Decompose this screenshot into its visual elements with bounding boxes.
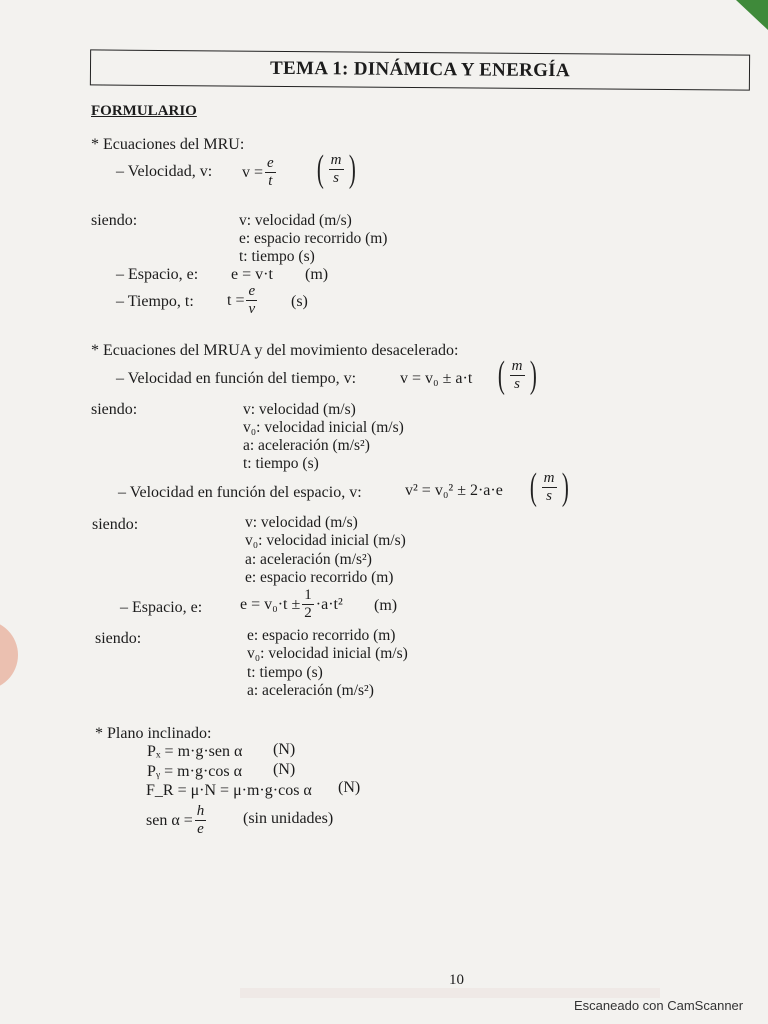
mrua-def1-4: t: tiempo (s) bbox=[243, 455, 319, 472]
mrua-siendo-1: siendo: bbox=[91, 401, 138, 418]
unit-fraction bbox=[542, 471, 557, 504]
fraction-denominator: 2 bbox=[304, 605, 312, 621]
mrua-def3-1: e: espacio recorrido (m) bbox=[247, 627, 396, 644]
mrua-vt-unit bbox=[495, 356, 539, 394]
mrua-ve-unit bbox=[527, 468, 571, 506]
mrua-def3-2: v₀: velocidad inicial (m/s) bbox=[247, 645, 408, 662]
unit-fraction bbox=[510, 359, 525, 392]
right-paren: ) bbox=[348, 148, 356, 190]
plano-sen-lhs: sen α = bbox=[146, 811, 193, 829]
right-paren: ) bbox=[561, 466, 569, 508]
right-paren: ) bbox=[529, 354, 537, 396]
plano-heading: * Plano inclinado: bbox=[95, 725, 212, 742]
page-number: 10 bbox=[449, 972, 464, 988]
formulario-heading: FORMULARIO bbox=[91, 103, 197, 119]
mrua-space-formula bbox=[240, 588, 343, 621]
page-title: TEMA 1: DINÁMICA Y ENERGÍA bbox=[269, 57, 571, 82]
mru-velocity-label: – Velocidad, v: bbox=[116, 163, 213, 180]
mrua-def3-3: t: tiempo (s) bbox=[247, 664, 323, 681]
fraction-denominator: v bbox=[248, 301, 256, 317]
mrua-vt-label: – Velocidad en función del tiempo, v: bbox=[116, 370, 357, 387]
mrua-siendo-3: siendo: bbox=[95, 630, 142, 647]
mru-space-label: – Espacio, e: bbox=[116, 266, 199, 283]
scan-smudge bbox=[240, 988, 660, 998]
plano-py-unit: (N) bbox=[273, 761, 296, 778]
plano-px: Pₓ = m·g·sen α bbox=[147, 743, 243, 760]
mru-def-1: v: velocidad (m/s) bbox=[239, 212, 352, 229]
mru-velocity-lhs: v = bbox=[242, 163, 264, 181]
left-paren: ( bbox=[316, 148, 324, 190]
mrua-space-label: – Espacio, e: bbox=[120, 599, 203, 616]
mru-velocity-formula bbox=[242, 156, 278, 189]
mru-def-2: e: espacio recorrido (m) bbox=[239, 230, 388, 247]
title-box bbox=[90, 49, 750, 90]
mrua-def2-4: e: espacio recorrido (m) bbox=[245, 569, 394, 586]
plano-px-unit: (N) bbox=[273, 741, 296, 758]
fraction-numerator: e bbox=[248, 283, 256, 299]
leaf-icon bbox=[728, 0, 768, 40]
fraction-denominator: t bbox=[268, 173, 273, 189]
mrua-space-lhs: e = v₀·t ± bbox=[240, 595, 301, 613]
fraction-numerator: e bbox=[267, 155, 274, 171]
plano-sen-formula bbox=[146, 804, 208, 837]
mru-time-unit: (s) bbox=[291, 293, 308, 310]
mrua-ve-label: – Velocidad en función del espacio, v: bbox=[118, 484, 362, 501]
plano-fr-unit: (N) bbox=[338, 779, 361, 796]
unit-numerator: m bbox=[543, 469, 555, 486]
mrua-ve-formula: v² = v₀² ± 2·a·e bbox=[405, 482, 503, 499]
mrua-def2-1: v: velocidad (m/s) bbox=[245, 514, 358, 531]
finger-shadow bbox=[0, 620, 18, 690]
mrua-space-unit: (m) bbox=[374, 597, 398, 614]
camscanner-watermark: Escaneado con CamScanner bbox=[574, 998, 744, 1013]
mru-def-3: t: tiempo (s) bbox=[239, 248, 315, 265]
left-paren: ( bbox=[529, 466, 537, 508]
mrua-def2-3: a: aceleración (m/s²) bbox=[245, 551, 372, 568]
mru-time-label: – Tiempo, t: bbox=[116, 293, 194, 310]
mru-velocity-fraction bbox=[265, 156, 276, 189]
unit-denominator: s bbox=[546, 487, 552, 504]
mrua-space-rhs: ·a·t² bbox=[315, 595, 343, 613]
plano-sen-fraction bbox=[195, 804, 207, 837]
unit-fraction bbox=[329, 153, 344, 186]
mrua-siendo-2: siendo: bbox=[92, 516, 139, 533]
unit-numerator: m bbox=[511, 357, 523, 374]
mru-siendo: siendo: bbox=[91, 212, 138, 229]
unit-denominator: s bbox=[514, 375, 520, 392]
unit-denominator: s bbox=[333, 169, 339, 186]
mru-space-unit: (m) bbox=[305, 266, 329, 283]
mrua-def2-2: v₀: velocidad inicial (m/s) bbox=[245, 532, 406, 549]
mru-velocity-unit bbox=[314, 150, 358, 188]
unit-numerator: m bbox=[330, 151, 342, 168]
mrua-heading: * Ecuaciones del MRUA y del movimiento desacelerado: bbox=[91, 342, 459, 359]
fraction-numerator: h bbox=[196, 803, 205, 819]
mrua-def3-4: a: aceleración (m/s²) bbox=[247, 682, 374, 699]
mrua-def1-3: a: aceleración (m/s²) bbox=[243, 437, 370, 454]
fraction-denominator: e bbox=[197, 821, 204, 837]
plano-sen-unit: (sin unidades) bbox=[243, 810, 334, 827]
mru-heading: * Ecuaciones del MRU: bbox=[91, 136, 245, 153]
mrua-def1-1: v: velocidad (m/s) bbox=[243, 401, 356, 418]
mrua-space-fraction bbox=[302, 588, 314, 621]
mru-time-formula bbox=[227, 284, 259, 317]
plano-fr: F_R = μ·N = μ·m·g·cos α bbox=[146, 782, 312, 799]
left-paren: ( bbox=[497, 354, 505, 396]
mru-time-fraction bbox=[246, 284, 257, 317]
plano-py: Pᵧ = m·g·cos α bbox=[147, 763, 242, 780]
fraction-numerator: 1 bbox=[304, 587, 312, 603]
mrua-vt-formula: v = v₀ ± a·t bbox=[400, 370, 473, 387]
mru-time-lhs: t = bbox=[227, 291, 245, 309]
mrua-def1-2: v₀: velocidad inicial (m/s) bbox=[243, 419, 404, 436]
mru-space-formula: e = v·t bbox=[231, 266, 273, 283]
